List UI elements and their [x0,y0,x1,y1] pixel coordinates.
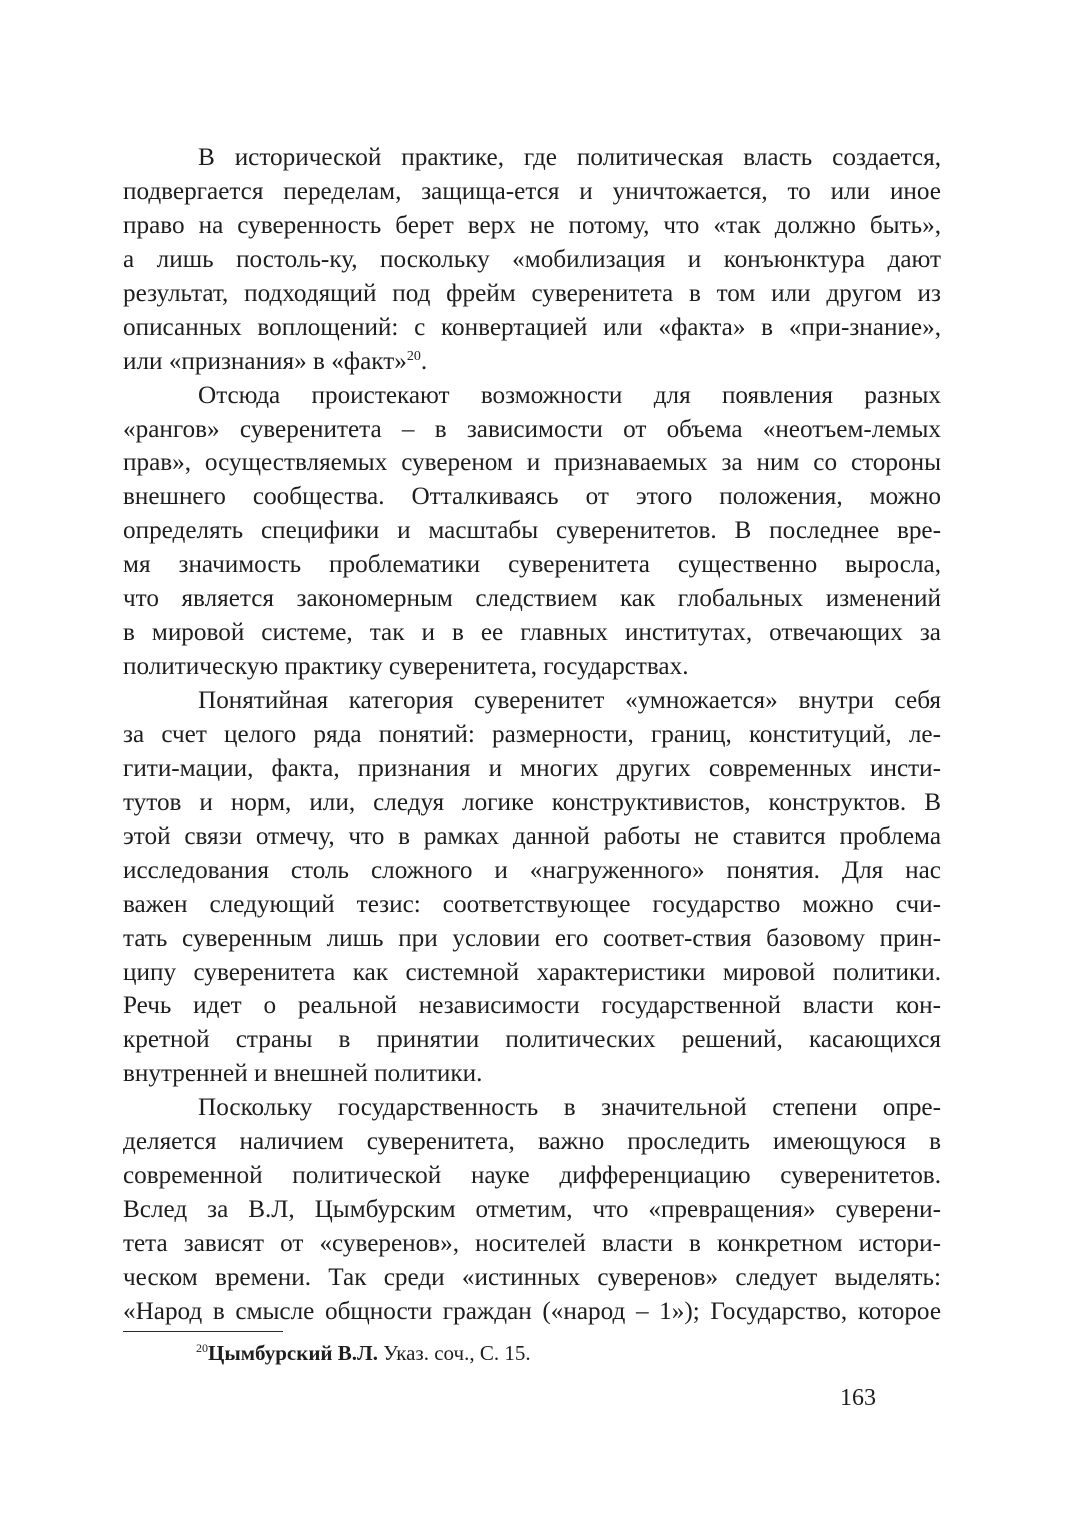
text-line: тутов и норм, или, следуя логике конструктивистов, конструктов. В [123,788,941,816]
text-line: «Народ в смысле общности граждан («народ – 1»); Государство, которое [123,1297,941,1325]
text-line: В исторической практике, где политическая власть создается, [198,144,941,171]
page-number: 163 [840,1385,876,1411]
text-line: Речь идет о реальной независимости государственной власти кон- [123,992,941,1020]
text-line: ципу суверенитета как системной характеристики мировой политики. [123,958,941,986]
text-line: «рангов» суверенитета – в зависимости от объема «неотъем-лемых [123,415,941,443]
text-line: деляется наличием суверенитета, важно проследить имеющуюся в [123,1128,941,1156]
paragraph-1 [123,141,941,379]
text-line: результат, подходящий под фрейм суверенитета в том или другом из [123,279,941,307]
body-text [123,141,941,1329]
text-line: Поскольку государственность в значительной степени опре- [198,1094,941,1122]
text-line: современной политической науке дифференциацию суверенитетов. [123,1162,941,1190]
text-line: мя значимость проблематики суверенитета существенно выросла, [123,551,941,579]
text-line: подвергается переделам, защища-ется и уничтожается, то или иное [123,177,941,205]
text-line: в мировой системе, так и в ее главных институтах, отвечающих за [123,619,941,647]
text-line-content: или «признания» в «факт» [123,347,407,375]
footnote [196,1338,531,1368]
paragraph-4 [123,1091,941,1329]
text-line: важен следующий тезис: соответствующее государство можно счи- [123,890,941,918]
paragraph-2 [123,379,941,684]
text-line: внешнего сообщества. Отталкиваясь от этого положения, можно [123,483,941,511]
footnote-author: Цымбурский В.Л. [208,1341,378,1365]
text-line: а лишь постоль-ку, поскольку «мобилизация и конъюнктура дают [123,245,941,273]
paragraph-3 [123,684,941,1091]
text-line: исследования столь сложного и «нагруженного» понятия. Для нас [123,856,941,884]
footnote-number: 20 [196,1341,208,1355]
text-line [123,345,941,379]
text-line: Вслед за В.Л, Цымбурским отметим, что «превращения» суверени- [123,1196,941,1224]
text-line: гити-мации, факта, признания и многих других современных инсти- [123,754,941,782]
text-line: политическую практику суверенитета, государствах. [123,653,689,681]
text-line: определять специфики и масштабы суверенитетов. В последнее вре- [123,517,941,545]
text-line: тать суверенным лишь при условии его соответ-ствия базовому прин- [123,924,941,952]
text-line: тета зависят от «суверенов», носителей власти в конкретном истори- [123,1230,941,1257]
text-line: ческом времени. Так среди «истинных суверенов» следует выделять: [123,1263,941,1291]
text-line: прав», осуществляемых сувереном и признаваемых за ним со стороны [123,449,941,477]
text-line: описанных воплощений: с конвертацией или «факта» в «при-знание», [123,313,941,341]
sentence-end: . [420,347,428,375]
text-line: Отсюда проистекают возможности для появления разных [198,381,941,409]
text-line: внутренней и внешней политики. [123,1060,483,1088]
footnote-text: Указ. соч., С. 15. [377,1341,531,1365]
text-line: за счет целого ряда понятий: размерности, границ, конституций, ле- [123,720,941,748]
text-line: что является закономерным следствием как глобальных изменений [123,585,941,613]
footnote-divider [123,1331,283,1332]
text-line: этой связи отмечу, что в рамках данной работы не ставится проблема [123,822,941,850]
footnote-reference[interactable]: 20 [406,348,421,364]
text-line: кретной страны в принятии политических решений, касающихся [123,1026,941,1054]
text-line: Понятийная категория суверенитет «умножается» внутри себя [198,687,941,714]
text-line: право на суверенность берет верх не потому, что «так должно быть», [123,211,941,239]
